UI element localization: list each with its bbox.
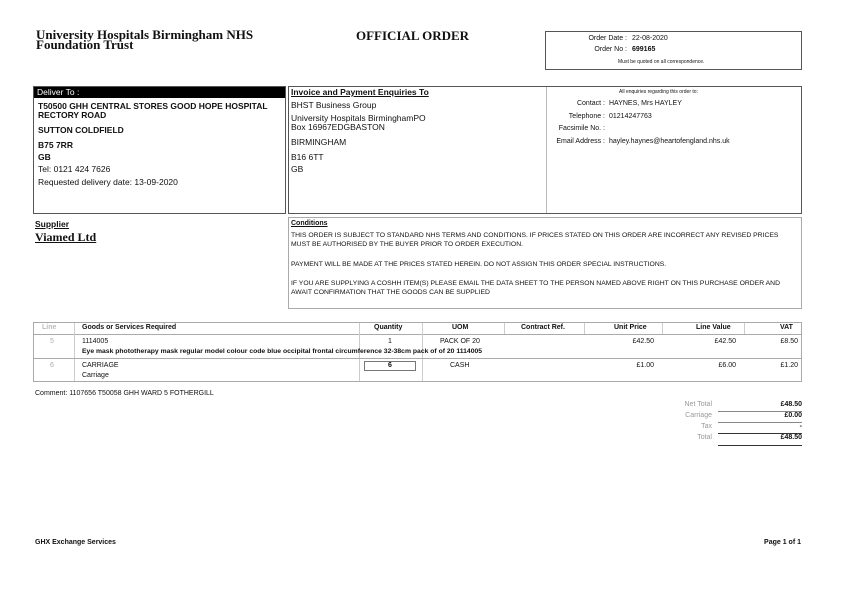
deliver-to-heading: Deliver To : bbox=[34, 87, 285, 98]
invoice-line2: University Hospitals BirminghamPO Box 16967EDGBASTON bbox=[291, 113, 426, 132]
table-row bbox=[34, 359, 801, 381]
conditions-box bbox=[288, 217, 802, 309]
net-total-label: Net Total bbox=[684, 401, 712, 408]
enquiries-note: All enquiries regarding this order to: bbox=[619, 89, 698, 95]
page-number: Page 1 of 1 bbox=[764, 539, 801, 546]
row-item-code: CARRIAGE bbox=[82, 362, 119, 369]
order-no-label: Order No : bbox=[594, 46, 627, 53]
table-row bbox=[34, 335, 801, 359]
conditions-paragraph-3: IF YOU ARE SUPPLYING A COSHH ITEM(S) PLEASE EMAIL THE DATA SHEET TO THE PERSON NAMED ABOVE RIGHT ON THIS PURCHASE ORDER AND AWAIT CONFIRMATION THAT THE GOODS CAN BE SUPPLIED bbox=[291, 280, 780, 296]
row-line-value: £42.50 bbox=[714, 338, 736, 345]
row-uom: PACK OF 20 bbox=[440, 338, 480, 345]
order-date-label: Order Date : bbox=[588, 35, 627, 42]
header-unit-price: Unit Price bbox=[614, 324, 647, 331]
invoice-box bbox=[288, 86, 802, 214]
supplier-heading: Supplier bbox=[35, 219, 70, 229]
col-divider bbox=[744, 323, 745, 334]
order-date-value: 22-08-2020 bbox=[632, 35, 668, 42]
deliver-telephone: Tel: 0121 424 7626 bbox=[38, 164, 111, 174]
invoice-city: BIRMINGHAM bbox=[291, 137, 347, 147]
header-quantity: Quantity bbox=[374, 324, 403, 331]
total-label: Total bbox=[697, 434, 712, 441]
deliver-address-line1: T50500 GHH CENTRAL STORES GOOD HOPE HOSPITAL RECTORY ROAD bbox=[38, 101, 268, 120]
email-value: hayley.haynes@heartofengland.nhs.uk bbox=[609, 138, 730, 145]
document-title: OFFICIAL ORDER bbox=[356, 28, 470, 43]
order-info-box bbox=[545, 31, 802, 70]
row-vat: £8.50 bbox=[780, 338, 798, 345]
row-uom: CASH bbox=[450, 362, 470, 369]
col-divider bbox=[584, 323, 585, 334]
quote-note: Must be quoted on all correspondence. bbox=[618, 59, 705, 65]
row-line-value: £6.00 bbox=[718, 362, 736, 369]
table-header-row bbox=[34, 323, 801, 335]
invoice-line1: BHST Business Group bbox=[291, 100, 377, 110]
conditions-heading: Conditions bbox=[291, 220, 328, 227]
row-item-code: 1114005 bbox=[82, 338, 109, 345]
total-value: £48.50 bbox=[780, 434, 802, 441]
row-unit-price: £1.00 bbox=[636, 362, 654, 369]
row-description: Eye mask phototherapy mask regular model colour code blue occipital frontal circumference 32-38cm pack of of 20 1114005 bbox=[82, 348, 483, 355]
carriage-label: Carriage bbox=[685, 412, 712, 419]
col-divider bbox=[662, 323, 663, 334]
contact-label: Contact : bbox=[576, 100, 605, 107]
row-line-number: 6 bbox=[50, 362, 54, 369]
items-table bbox=[33, 322, 802, 382]
header-goods: Goods or Services Required bbox=[82, 324, 177, 331]
row-vat: £1.20 bbox=[780, 362, 798, 369]
row-quantity: 1 bbox=[388, 338, 392, 345]
contact-value: HAYNES, Mrs HAYLEY bbox=[609, 100, 682, 107]
footer-service-name: GHX Exchange Services bbox=[35, 539, 116, 546]
order-comment: Comment: 1107656 T50058 GHH WARD 5 FOTHERGILL bbox=[35, 390, 214, 397]
conditions-paragraph-2: PAYMENT WILL BE MADE AT THE PRICES STATED HEREIN. DO NOT ASSIGN THIS ORDER SPECIAL INSTRUCTIONS. bbox=[291, 261, 667, 268]
deliver-address-line2: SUTTON COLDFIELD bbox=[38, 125, 124, 135]
requested-delivery-date: Requested delivery date: 13-09-2020 bbox=[38, 177, 178, 187]
organisation-name: University Hospitals Birmingham NHS Foundation Trust bbox=[36, 27, 254, 52]
deliver-country: GB bbox=[38, 152, 51, 162]
header-line: Line bbox=[42, 324, 57, 331]
conditions-paragraph-1: THIS ORDER IS SUBJECT TO STANDARD NHS TERMS AND CONDITIONS. IF PRICES STATED ON THIS ORDER ARE INCORRECT ANY REVISED PRICES MUST BE AUTHORISED BY THE BUYER PRIOR TO ORDER EXECUTION. bbox=[291, 232, 779, 248]
row-unit-price: £42.50 bbox=[632, 338, 654, 345]
deliver-to-box bbox=[33, 86, 286, 214]
supplier-name: Viamed Ltd bbox=[35, 230, 97, 244]
header-vat: VAT bbox=[780, 324, 793, 331]
tax-label: Tax bbox=[701, 423, 712, 430]
header-uom: UOM bbox=[452, 324, 469, 331]
header-line-value: Line Value bbox=[696, 324, 731, 331]
invoice-country: GB bbox=[291, 164, 304, 174]
telephone-label: Telephone : bbox=[568, 113, 605, 120]
row-description: Carriage bbox=[82, 372, 109, 379]
row-quantity: 6 bbox=[364, 361, 416, 371]
deliver-postcode: B75 7RR bbox=[38, 140, 73, 150]
tax-value: - bbox=[799, 423, 802, 430]
email-label: Email Address : bbox=[556, 138, 605, 145]
row-line-number: 5 bbox=[50, 338, 54, 345]
col-divider bbox=[504, 323, 505, 334]
net-total-value: £48.50 bbox=[780, 401, 802, 408]
order-no-value: 699165 bbox=[632, 46, 656, 53]
fax-label: Facsimile No. : bbox=[558, 125, 605, 132]
carriage-value: £0.00 bbox=[784, 412, 802, 419]
invoice-postcode: B16 6TT bbox=[291, 152, 324, 162]
telephone-value: 01214247763 bbox=[609, 113, 652, 120]
invoice-heading: Invoice and Payment Enquiries To bbox=[291, 87, 429, 97]
header-contract-ref: Contract Ref. bbox=[521, 324, 565, 331]
totals-rule bbox=[718, 445, 802, 446]
